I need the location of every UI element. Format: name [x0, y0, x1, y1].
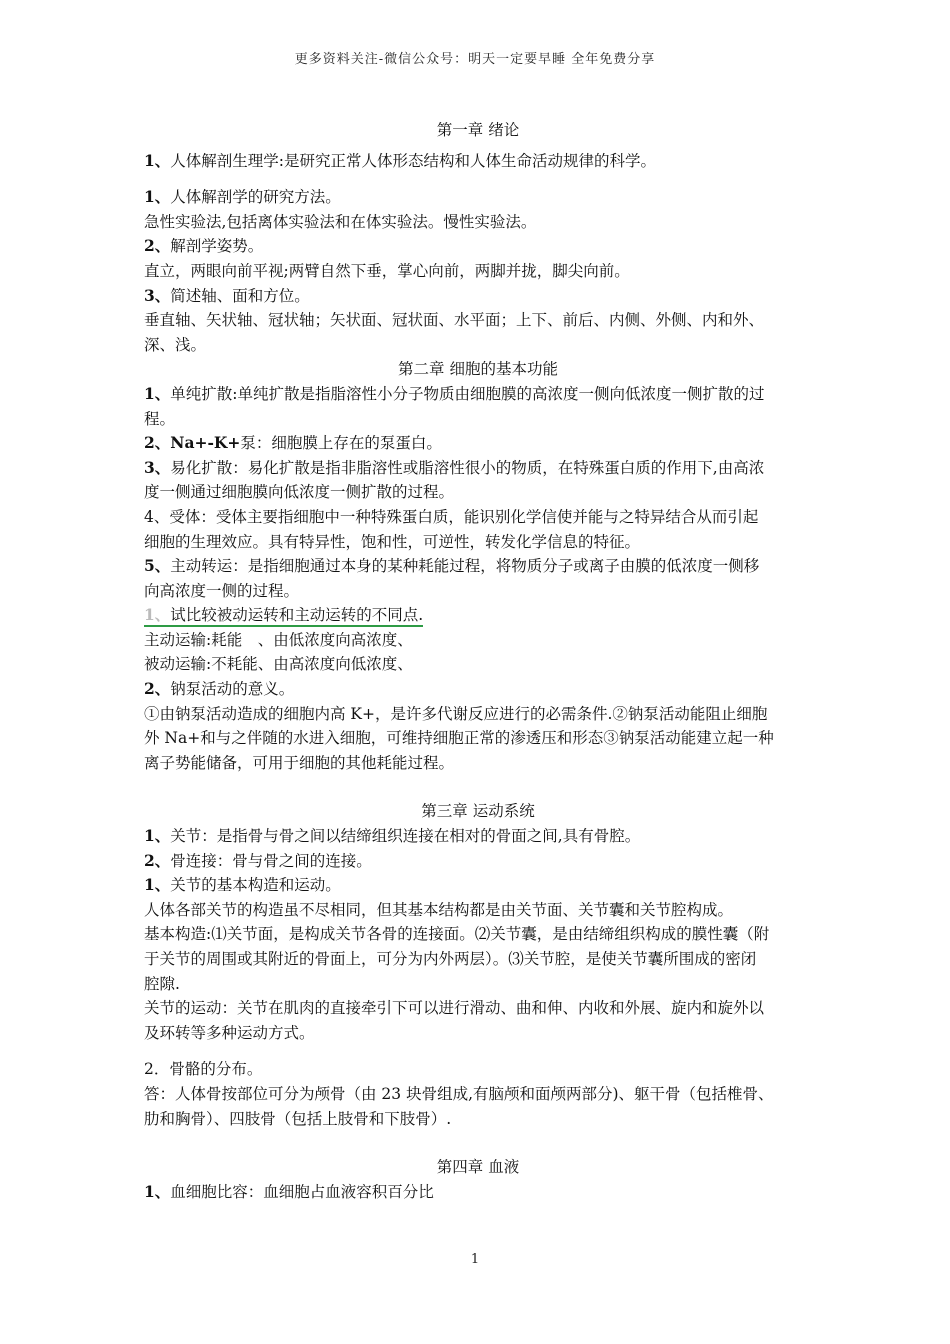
chapter-2-title: 第二章 细胞的基本功能 [398, 360, 558, 379]
ch2-definition-1-line-2: 程。 [144, 409, 176, 428]
ch1-answer-3-line-1: 垂直轴、矢状轴、冠状轴；矢状面、冠状面、水平面；上下、前后、内侧、外侧、内和外、 [144, 311, 765, 330]
ch3-definition-2: 2、骨连接：骨与骨之间的连接。 [144, 850, 372, 870]
ch3-answer-1-line-4: 腔隙. [144, 974, 180, 993]
ch3-answer-2-line-2: 肋和胸骨）、四肢骨（包括上肢骨和下肢骨）. [144, 1109, 452, 1128]
ch3-question-2: 2．骨骼的分布。 [144, 1060, 263, 1079]
ch1-answer-1: 急性实验法,包括离体实验法和在体实验法。慢性实验法。 [144, 212, 537, 231]
ch4-definition-1: 1、血细胞比容：血细胞占血液容积百分比 [144, 1181, 434, 1201]
ch1-answer-2: 直立，两眼向前平视;两臂自然下垂，掌心向前，两脚并拢，脚尖向前。 [144, 261, 630, 280]
ch3-answer-1-line-6: 及环转等多种运动方式。 [144, 1023, 315, 1042]
ch3-answer-1-line-2: 基本构造:⑴关节面，是构成关节各骨的连接面。⑵关节囊，是由结缔组织构成的膜性囊（附 [144, 925, 770, 944]
ch3-answer-1-line-5: 关节的运动：关节在肌肉的直接牵引下可以进行滑动、曲和伸、内收和外展、旋内和旋外以 [144, 999, 765, 1018]
ch2-answer-2-line-1: ①由钠泵活动造成的细胞内高 K+，是许多代谢反应进行的必需条件.②钠泵活动能阻止细胞 [144, 704, 768, 723]
ch3-question-1: 1、关节的基本构造和运动。 [144, 875, 341, 895]
ch3-definition-1: 1、关节：是指骨与骨之间以结缔组织连接在相对的骨面之间,具有骨腔。 [144, 826, 641, 846]
ch2-definition-4-line-1: 4、受体：受体主要指细胞中一种特殊蛋白质，能识别化学信使并能与之特异结合从而引起 [144, 507, 759, 526]
ch1-question-1: 1、人体解剖学的研究方法。 [144, 187, 341, 207]
ch2-definition-2: 2、Na+-K+泵：细胞膜上存在的泵蛋白。 [144, 433, 442, 453]
ch2-question-1: 1、试比较被动运转和主动运转的不同点. [144, 603, 812, 628]
ch2-definition-5-line-2: 向高浓度一侧的过程。 [144, 581, 300, 600]
ch3-answer-1-line-3: 于关节的周围或其附近的骨面上，可分为内外两层）。⑶关节腔，是使关节囊所围成的密闭 [144, 950, 757, 968]
chapter-3-title: 第三章 运动系统 [421, 802, 535, 821]
ch2-answer-2-line-3: 离子势能储备，可用于细胞的其他耗能过程。 [144, 753, 455, 772]
page-header: 更多资料关注-微信公众号：明天一定要早睡 全年免费分享 [294, 52, 656, 67]
ch3-answer-2-line-1: 答：人体骨按部位可分为颅骨（由 23 块骨组成,有脑颅和面颅两部分)、躯干骨（包括椎骨、 [144, 1084, 774, 1103]
ch2-answer-1-line-2: 被动运输:不耗能、由高浓度向低浓度、 [144, 655, 413, 674]
ch2-answer-2-line-2: 外 Na+和与之伴随的水进入细胞，可维持细胞正常的渗透压和形态③钠泵活动能建立起一种 [144, 729, 774, 748]
document-body [144, 118, 812, 1204]
ch2-definition-5-line-1: 5、主动转运：是指细胞通过本身的某种耗能过程，将物质分子或离子由膜的低浓度一侧移 [144, 556, 760, 576]
ch1-question-3: 3、简述轴、面和方位。 [144, 285, 310, 305]
ch2-definition-3-line-1: 3、易化扩散：易化扩散是指非脂溶性或脂溶性很小的物质，在特殊蛋白质的作用下,由高浓 [144, 457, 765, 477]
ch3-answer-1-line-1: 人体各部关节的构造虽不尽相同，但其基本结构都是由关节面、关节囊和关节腔构成。 [144, 900, 734, 919]
ch1-question-2: 2、解剖学姿势。 [144, 236, 264, 256]
ch2-question-2: 2、钠泵活动的意义。 [144, 679, 295, 699]
ch1-answer-3-line-2: 深、浅。 [144, 335, 207, 354]
ch2-definition-3-line-2: 度一侧通过细胞膜向低浓度一侧扩散的过程。 [144, 483, 455, 502]
page-number: 1 [470, 1252, 480, 1267]
chapter-1-title: 第一章 绪论 [436, 121, 520, 139]
ch2-definition-1-line-1: 1、单纯扩散:单纯扩散是指脂溶性小分子物质由细胞膜的高浓度一侧向低浓度一侧扩散的过 [144, 383, 765, 403]
chapter-4-title: 第四章 血液 [436, 1158, 520, 1177]
ch2-definition-4-line-2: 细胞的生理效应。具有特异性，饱和性，可逆性，转发化学信息的特征。 [144, 532, 641, 551]
ch2-answer-1-line-1: 主动运输:耗能 、由低浓度向高浓度、 [144, 630, 413, 649]
ch1-definition-1: 1、人体解剖生理学:是研究正常人体形态结构和人体生命活动规律的科学。 [144, 150, 657, 170]
